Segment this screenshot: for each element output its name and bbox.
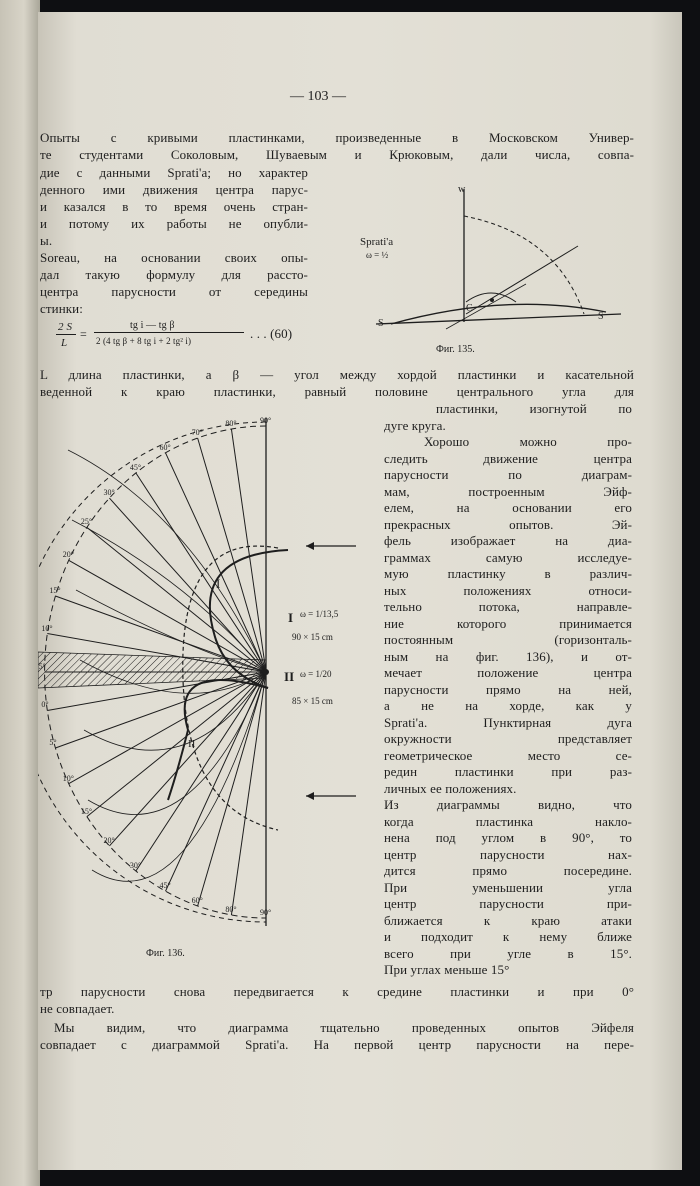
right-line-27: нена под углом в 90°, то [384,830,632,845]
book-page [38,12,682,1170]
left-line-8: центра парусности от середины [40,284,308,299]
fig136-angle-label-5: 30° [103,488,115,498]
right-line-34: всего при угле в 15°. [384,945,632,961]
fig135-label-c: C [466,303,473,314]
fig136-angle-label-14: 15° [80,806,93,816]
right-line-8: прекрасных опытов. Эй- [384,516,632,532]
right-line-21: окружности представляет [384,731,632,746]
left-line-2: денного ими движения центра парус- [40,182,308,197]
formula-lhs-bar [56,334,76,335]
right-line-6: мам, построенным Эйф- [384,483,632,499]
formula-rhs-num: tg i — tg β [130,320,175,331]
fig136-ray-19 [231,672,266,915]
right-line-13: тельно потока, направле- [384,599,632,614]
bottom-line-4: совпадает с диаграммой Sprati'a. На первой центр парусности на пере- [40,1037,634,1052]
right-line-35: При углах меньше 15° [384,962,510,977]
formula-lhs-num: 2 S [58,321,73,333]
fig135-label-right: S [598,311,604,322]
right-line-32: ближается к краю атаки [384,912,632,928]
fig136-ray-4 [136,473,266,672]
fig136-ray-18 [198,672,266,906]
right-line-29: дится прямо посередине. [384,863,632,878]
formula-equals: = [80,327,87,341]
fig136-angle-label-0: 90° [260,416,272,425]
right-line-10: граммах самую исследуе- [384,549,632,565]
fig136-angle-label-2: 70° [191,428,203,438]
fig136-angle-label-18: 60° [191,895,203,905]
fig135-sprat-sub: ω = ½ [366,250,389,260]
fig136-angle-label-1: 80° [225,419,237,429]
right-line-33: и подходит к нему ближе [384,929,632,944]
fig136-curve-label-I: I [216,576,221,591]
fig136-arc-1 [72,520,266,672]
right-line-16: ным на фиг. 136), и от- [384,648,632,664]
right-line-4: следить движение центра [384,450,632,466]
fig136-angle-label-17: 45° [159,881,171,891]
fig136-angle-label-3: 60° [159,442,171,452]
legend-2-size: 85 × 15 cm [292,696,333,706]
right-line-3: Хорошо можно про- [424,434,632,449]
fig136-angle-label-9: 10° [41,623,53,633]
right-line-24: личных ее положениях. [384,780,517,796]
right-line-1: пластинки, изогнутой по [436,401,632,416]
fig136-caption: Фиг. 136. [146,948,185,959]
right-line-31: центр парусности при- [384,896,632,911]
fig136-angle-label-16: 30° [129,861,142,871]
formula-rhs-den: 2 (4 tg β + 8 tg i + 2 tg² i) [96,336,192,346]
fig136-ray-1 [231,429,266,672]
right-line-28: центр парусности нах- [384,846,632,862]
left-line-5: ы. [40,233,53,248]
legend-1-num: I [288,610,294,625]
right-line-11: мую пластинку в различ- [384,566,632,581]
formula-rhs-bar [94,332,244,333]
bottom-line-2: не совпадает. [40,1001,115,1016]
right-line-23: редин пластинки при раз- [384,764,632,779]
fig136-angle-label-7: 20° [62,550,74,560]
intro-line-1: Опыты с кривыми пластинками, произведенные в Московском Универ- [40,130,634,145]
right-line-25: Из диаграммы видно, что [384,797,632,812]
fig136-ray-13 [69,672,266,784]
bottom-line-1: тр парусности снова передвигается к средине пластинки и при 0° [40,984,634,999]
formula-number: . . . (60) [250,326,293,341]
fig136-ray-16 [136,672,266,871]
legend-2-num: II [284,669,295,684]
right-line-7: елем, на основании его [384,500,632,515]
after-formula-line-1: L длина пластинки, а β — угол между хордой пластинки и касательной [40,367,634,382]
left-line-6: Soreau, на основании своих опы- [40,250,308,265]
right-line-14: ние которого принимается [384,615,632,631]
fig136-angle-label-11: 0° [41,700,49,710]
fig135-sprat-label: Sprati'a [360,236,394,248]
fig135-caption: Фиг. 135. [436,344,475,355]
fig136-angle-label-4: 45° [129,462,142,472]
right-line-18: парусности прямо на ней, [384,681,632,697]
fig136-ray-6 [87,527,266,672]
left-line-4: и потому их работы не опубли- [40,216,308,231]
left-line-9: стинки: [40,301,83,316]
fig136-angle-label-20: 90° [260,908,272,917]
fig136-angle-label-19: 80° [225,904,237,914]
right-line-26: когда пластинка накло- [384,813,632,829]
bottom-line-3: Мы видим, что диаграмма тщательно проведенных опытов Эйфеля [54,1020,634,1035]
fig136-ray-15 [109,672,266,846]
right-line-2: дуге круга. [384,417,446,433]
left-line-1: дие с данными Sprati'a; но характер [40,165,308,180]
left-line-7: дал такую формулу для рассто- [40,267,308,282]
right-line-5: парусности по диаграм- [384,467,632,482]
right-line-15: постоянным (горизонталь- [384,632,632,647]
intro-line-2: те студентами Соколовым, Шуваевым и Крюковым, дали числа, совпа- [40,147,634,162]
right-line-12: ных положениях относи- [384,582,632,598]
after-formula-line-2: веденной к краю пластинки, равный половине центрального угла для [40,384,634,399]
right-line-22: геометрическое место се- [384,747,632,763]
legend-2-formula: ω = 1/20 [300,669,332,679]
fig136-angle-label-6: 25° [80,517,93,527]
previous-page-edge [0,0,40,1186]
right-line-30: При уменьшении угла [384,879,632,895]
legend-1-formula: ω = 1/13,5 [300,609,339,619]
fig136-angle-label-15: 20° [103,835,115,845]
fig136-ray-14 [87,672,266,817]
fig136-curve-label-II: II [188,738,196,750]
fig136-angle-label-8: 15° [49,585,61,595]
fig135-label-s: S [378,318,384,329]
right-line-20: Sprati'a. Пунктирная дуга [384,714,632,730]
fig135-label-w: w [458,184,466,195]
page-number: — 103 — [290,89,346,104]
legend-1-size: 90 × 15 cm [292,632,333,642]
right-line-9: фель изображает на диа- [384,533,632,548]
right-line-17: мечает положение центра [384,665,632,680]
figure-135-diagram [316,174,636,349]
fig136-angle-label-12: 5° [49,738,57,748]
left-line-3: и казался в то время очень стран- [40,199,308,214]
formula-lhs-den: L [61,337,68,349]
fig136-angle-label-10: 5° [38,662,46,671]
right-line-19: а не на хорде, как у [384,698,632,713]
fig136-angle-label-13: 10° [62,773,74,783]
